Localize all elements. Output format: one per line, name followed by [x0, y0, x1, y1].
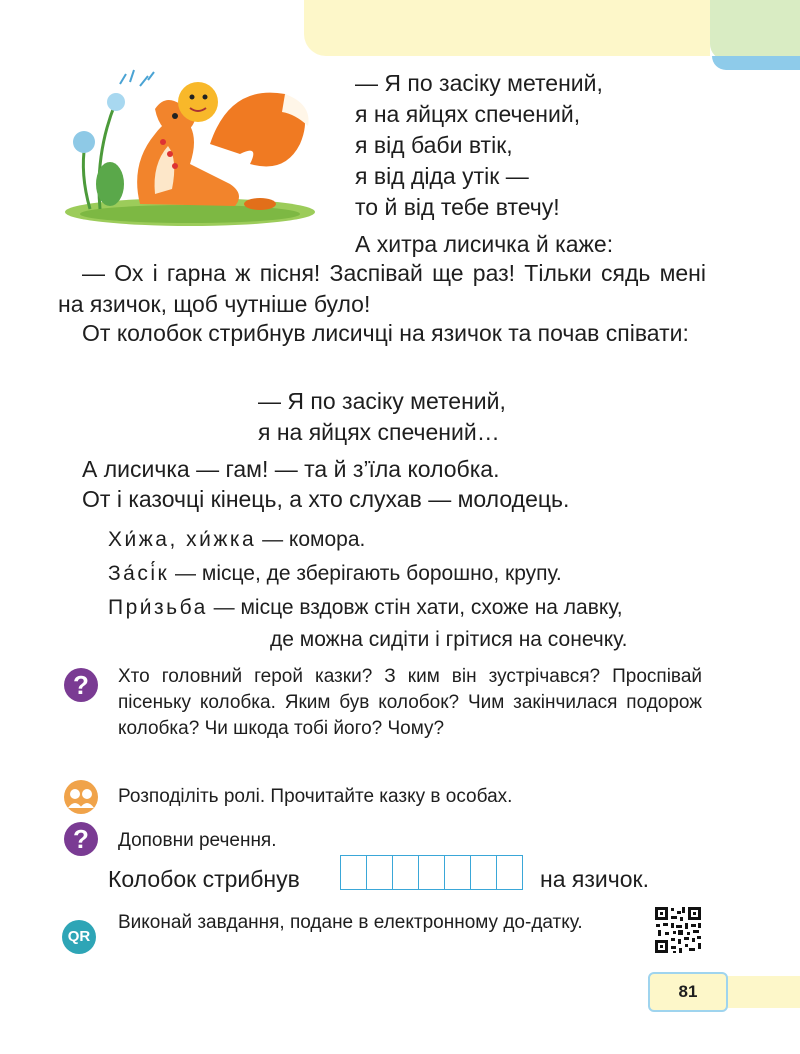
glossary-term: При́зьба [108, 596, 208, 619]
verse-line-4: я від діда утік — [355, 163, 529, 189]
qr-code-icon[interactable] [654, 906, 702, 954]
glossary-entry-2 [108, 558, 562, 590]
page-number: 81 [648, 972, 728, 1012]
task-questions: Хто головний герой казки? З ким він зустрічався? Проспівай пісеньку колобка. Яким був колобок? Чим закінчилася подорож колобка? Чи шкода тобі його? Чому? [118, 666, 702, 739]
verse-line-2: я на яйцях спечений, [355, 101, 581, 127]
glossary-term: Хи́жа, хи́жка [108, 528, 257, 551]
fill-text-before: Колобок стрибнув [108, 866, 300, 892]
answer-cell[interactable] [367, 856, 393, 889]
glossary-definition: — комора. [256, 528, 366, 551]
story-line-3: А лисичка — гам! — та й з’їла колобка. [82, 456, 500, 482]
answer-cell[interactable] [341, 856, 367, 889]
story-line-fox: А хитра лисичка й каже: [355, 231, 614, 257]
story-paragraph-1: — Ох і гарна ж пісня! Заспівай ще раз! Тільки сядь мені на язичок, щоб чутніше було! [58, 260, 706, 317]
verse-line-3: я від баби втік, [355, 132, 513, 158]
header-tab-edge [712, 56, 800, 70]
header-band [304, 0, 710, 56]
answer-cell[interactable] [471, 856, 497, 889]
fox-kolobok-illustration [60, 64, 324, 228]
glossary-term: За́сі́к [108, 562, 170, 585]
story-line-4: От і казочці кінець, а хто слухав — молодець. [82, 486, 570, 512]
glossary-entry-3 [108, 592, 623, 624]
answer-cells[interactable] [340, 855, 523, 890]
answer-cell[interactable] [445, 856, 471, 889]
verse2-line-1: — Я по засіку метений, [258, 388, 506, 414]
header-tab [710, 0, 800, 60]
task-qr: Виконай завдання, подане в електронному до-датку. [118, 912, 583, 933]
glossary-definition: — місце вздовж стін хати, схоже на лавку, [207, 596, 623, 619]
glossary-definition: — місце, де зберігають борошно, крупу. [169, 562, 562, 585]
footer-band [722, 976, 800, 1008]
question-icon: ? [64, 668, 98, 702]
verse2-line-2: я на яйцях спечений… [258, 419, 500, 445]
story-paragraph-2: От колобок стрибнув лисичці на язичок та почав співати: [82, 320, 689, 346]
verse-line-1: — Я по засіку метений, [355, 70, 603, 96]
fill-text-after: на язичок. [540, 866, 649, 892]
answer-cell[interactable] [497, 856, 522, 889]
glossary-definition-continued: де можна сидіти і грітися на сонечку. [270, 628, 628, 651]
qr-badge-icon: QR [62, 920, 96, 954]
task-roles: Розподіліть ролі. Прочитайте казку в особах. [118, 786, 513, 807]
roles-icon [64, 780, 98, 814]
question-icon-2: ? [64, 822, 98, 856]
answer-cell[interactable] [393, 856, 419, 889]
glossary-entry-1 [108, 524, 365, 556]
task-complete-sentence: Доповни речення. [118, 830, 277, 851]
verse-line-5: то й від тебе втечу! [355, 194, 560, 220]
answer-cell[interactable] [419, 856, 445, 889]
